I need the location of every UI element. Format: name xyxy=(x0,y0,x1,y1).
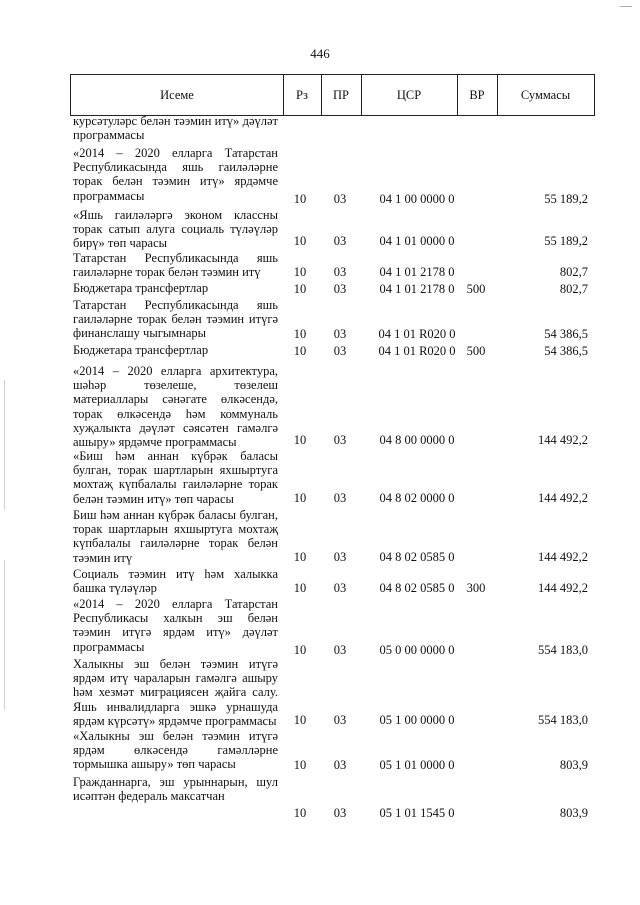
cell-rz: 10 xyxy=(293,344,307,358)
table-header xyxy=(70,74,595,116)
cell-rz: 10 xyxy=(293,234,307,248)
cell-csr: 05 0 00 0000 0 xyxy=(379,643,455,657)
cell-pr: 03 xyxy=(333,265,347,279)
cell-rz: 10 xyxy=(293,643,307,657)
cell-sum: 803,9 xyxy=(559,806,588,820)
table-row xyxy=(0,567,640,595)
cell-csr: 04 1 01 R020 0 xyxy=(378,327,456,341)
cell-sum: 144 492,2 xyxy=(538,581,588,595)
table-row xyxy=(0,251,640,279)
cell-name: Бюджетара трансфертлар xyxy=(73,343,209,357)
cell-name: «Яшь гаиләләргә эконом классны торак сатып алуга социаль түләүләр бирү» төп чарасы xyxy=(73,208,278,251)
table-row xyxy=(0,298,640,341)
cell-sum: 54 386,5 xyxy=(544,327,588,341)
cell-sum: 803,9 xyxy=(559,758,588,772)
cell-name: «2014 – 2020 елларга Татарстан Республикасы халкын эш белән тәэмин итүгә ярдәм итү» дәүләт программасы xyxy=(73,597,278,654)
cell-csr: 05 1 00 0000 0 xyxy=(379,713,455,727)
cell-name: «Биш һәм аннан күбрәк баласы булган, торак шартларын яхшыртуга мохтаҗ күпбалалы гаиләләрне торак белән тәэмин итү» төп чарасы xyxy=(73,449,278,506)
table-row xyxy=(0,114,640,142)
cell-pr: 03 xyxy=(333,491,347,505)
cell-name: «2014 – 2020 елларга архитектура, шәһәр төзелеше, төзелеш материаллары сәнәгате өлкәсендә, торак өлкәсендә һәм коммуналь хуҗалыкта дәүләт сәясәтен гамәлгә ашыру» ярдәмче программасы xyxy=(73,364,278,450)
cell-csr: 04 8 02 0000 0 xyxy=(379,491,455,505)
cell-rz: 10 xyxy=(293,192,307,206)
cell-pr: 03 xyxy=(333,192,347,206)
header-pr: ПР xyxy=(321,75,362,115)
cell-csr: 05 1 01 1545 0 xyxy=(379,806,455,820)
cell-sum: 144 492,2 xyxy=(538,550,588,564)
cell-name: курсәтуләрс белән тәэмин итү» дәүләт программасы xyxy=(73,114,278,143)
cell-sum: 554 183,0 xyxy=(538,643,588,657)
cell-name: Татарстан Республикасында яшь гаиләләрне торак белән тәэмин итү xyxy=(73,251,278,280)
table-row xyxy=(0,364,640,450)
cell-name: «2014 – 2020 елларга Татарстан Республикасында яшь гаиләләрне торак белән тәэмин итү» ярдәмче программасы xyxy=(73,146,278,203)
cell-csr: 04 8 00 0000 0 xyxy=(379,433,455,447)
cell-name: Гражданнарга, эш урыннарын, шул исәптән федераль максатчан xyxy=(73,775,278,804)
table-row xyxy=(0,597,640,657)
table-row xyxy=(0,281,640,296)
cell-rz: 10 xyxy=(293,282,307,296)
cell-rz: 10 xyxy=(293,806,307,820)
cell-sum: 802,7 xyxy=(559,282,588,296)
cell-csr: 05 1 01 0000 0 xyxy=(379,758,455,772)
header-sum: Суммасы xyxy=(520,88,571,102)
cell-name: «Халыкны эш белән тәэмин итүгә ярдәм өлкәсендә гамәлләрне тормышка ашыру» төп чарасы xyxy=(73,729,278,772)
table-row xyxy=(0,508,640,564)
cell-rz: 10 xyxy=(293,491,307,505)
cell-rz: 10 xyxy=(293,327,307,341)
table-row xyxy=(0,657,640,727)
cell-pr: 03 xyxy=(333,234,347,248)
cell-pr: 03 xyxy=(333,282,347,296)
table-row xyxy=(0,146,640,206)
cell-rz: 10 xyxy=(293,433,307,447)
cell-csr: 04 1 01 2178 0 xyxy=(379,265,455,279)
cell-rz: 10 xyxy=(293,713,307,727)
cell-vr: 500 xyxy=(466,282,486,296)
header-vr: ВР xyxy=(457,75,498,115)
cell-name: Татарстан Республикасында яшь гаиләләрне торак белән тәэмин итүгә финанслашу чыгымнары xyxy=(73,298,278,341)
cell-sum: 55 189,2 xyxy=(544,234,588,248)
cell-name: Биш һәм аннан күбрәк баласы булган, торак шартларын яхшыртуга мохтаҗ күпбалалы гаиләләрне торак белән тәэмин итү xyxy=(73,508,278,565)
cell-vr: 500 xyxy=(466,344,486,358)
table-row xyxy=(0,343,640,358)
header-csr: ЦСР xyxy=(361,75,458,115)
cell-csr: 04 1 01 0000 0 xyxy=(379,234,455,248)
cell-pr: 03 xyxy=(333,550,347,564)
table-row xyxy=(0,775,640,820)
header-rz: Рз xyxy=(283,75,322,115)
cell-pr: 03 xyxy=(333,713,347,727)
cell-sum: 55 189,2 xyxy=(544,192,588,206)
cell-rz: 10 xyxy=(293,265,307,279)
cell-rz: 10 xyxy=(293,550,307,564)
cell-pr: 03 xyxy=(333,344,347,358)
cell-sum: 144 492,2 xyxy=(538,491,588,505)
cell-pr: 03 xyxy=(333,758,347,772)
cell-rz: 10 xyxy=(293,581,307,595)
cell-pr: 03 xyxy=(333,327,347,341)
cell-csr: 04 1 01 R020 0 xyxy=(378,344,456,358)
table-row xyxy=(0,449,640,505)
table-row xyxy=(0,729,640,772)
cell-sum: 144 492,2 xyxy=(538,433,588,447)
cell-csr: 04 1 00 0000 0 xyxy=(379,192,455,206)
cell-rz: 10 xyxy=(293,758,307,772)
cell-name: Халыкны эш белән тәэмин итүгә ярдәм итү чараларын гамәлгә ашыру һәм хезмәт миграциясен җайга салу. Яшь инвалидларга эшкә урнашуда ярдәм күрсәтү» ярдәмче программасы xyxy=(73,657,278,728)
header-name: Исеме xyxy=(71,75,284,115)
cell-vr: 300 xyxy=(466,581,486,595)
page-number: 446 xyxy=(310,46,330,61)
cell-csr: 04 1 01 2178 0 xyxy=(379,282,455,296)
cell-csr: 04 8 02 0585 0 xyxy=(379,550,455,564)
scan-mark xyxy=(620,6,632,7)
cell-pr: 03 xyxy=(333,806,347,820)
cell-pr: 03 xyxy=(333,581,347,595)
cell-name: Социаль тәэмин итү һәм халыкка башка түләүләр xyxy=(73,567,278,596)
cell-pr: 03 xyxy=(333,433,347,447)
cell-csr: 04 8 02 0585 0 xyxy=(379,581,455,595)
cell-sum: 54 386,5 xyxy=(544,344,588,358)
cell-sum: 802,7 xyxy=(559,265,588,279)
scan-mark xyxy=(4,380,5,510)
cell-sum: 554 183,0 xyxy=(538,713,588,727)
scan-mark xyxy=(4,560,5,710)
cell-pr: 03 xyxy=(333,643,347,657)
table-row xyxy=(0,208,640,251)
cell-name: Бюджетара трансфертлар xyxy=(73,281,209,295)
